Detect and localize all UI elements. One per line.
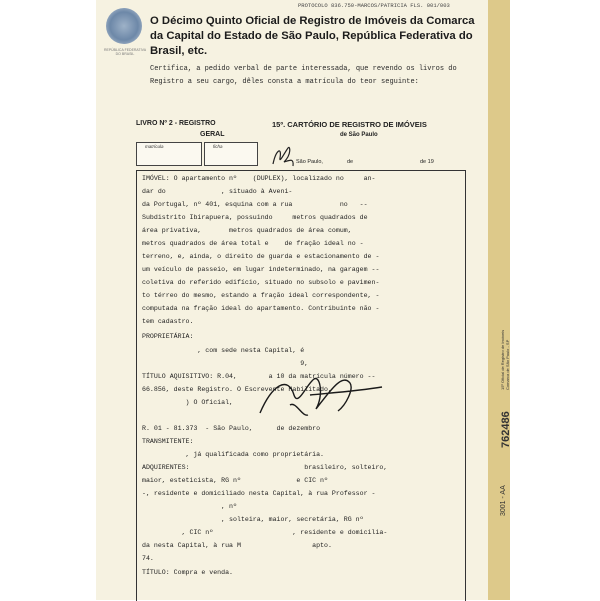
text-line: metros quadrados de área total e de fração ideal no -	[142, 240, 364, 247]
text-line: da nesta Capital, à rua M apto.	[142, 542, 332, 549]
text-line: dar do , situado à Aveni-	[142, 188, 293, 195]
text-line: 9,	[142, 360, 309, 367]
text-line: ) O Oficial,	[142, 399, 234, 406]
initials-signature	[270, 142, 296, 170]
text-line: to térreo do mesmo, estando a fração ideal correspondente, -	[142, 292, 380, 299]
text-line: maior, esteticista, RG nº e CIC nº	[142, 477, 328, 484]
text-line: tem cadastro.	[142, 318, 194, 325]
ficha-box	[204, 142, 258, 166]
document-title: O Décimo Quinto Oficial de Registro de Imóveis da Comarca da Capital do Estado de São Paulo, República Federativa do Brasil, etc.	[150, 15, 475, 57]
handwritten-signature	[250, 365, 390, 425]
side-registry-text: 15º Oficial de Registro de Imóveis Comarca de São Paulo - SP	[500, 329, 510, 390]
text-line: coletiva do referido edifício, situado no subsolo e pavimen-	[142, 279, 380, 286]
matricula-label: matrícula	[145, 144, 164, 149]
text-line: 74.	[142, 555, 154, 562]
side-number: 762486	[500, 411, 512, 448]
date-de: de	[347, 159, 354, 165]
section-heading: TÍTULO: Compra e venda.	[142, 569, 234, 576]
text-line: um veículo de passeio, em lugar indeterminado, na garagem --	[142, 266, 380, 273]
text-line: , com sede nesta Capital, é	[142, 347, 305, 354]
text-line: terreno, e, ainda, o direito de guarda e estacionamento de -	[142, 253, 380, 260]
text-line: , solteira, maior, secretária, RG nº	[142, 516, 364, 523]
date-city: São Paulo,	[296, 159, 323, 165]
side-stub	[498, 320, 518, 600]
text-line: -, residente e domiciliado nesta Capital, à rua Professor -	[142, 490, 376, 497]
text-line: , CIC nº , residente e domicilia-	[142, 529, 388, 536]
text-line: área privativa, metros quadrados de área comum,	[142, 227, 352, 234]
text-line: da Portugal, nº 401, esquina com a rua no --	[142, 201, 368, 208]
certificate-statement: Certifica, a pedido verbal de parte interessada, que revendo os livros do Registro a seu cargo, dêles consta a matrícula do teor seguinte:	[150, 65, 457, 86]
text-line: , nº	[142, 503, 237, 510]
ficha-label: ficha	[213, 144, 223, 149]
section-heading: TRANSMITENTE:	[142, 438, 194, 445]
side-code: 3001 - AA	[500, 485, 507, 516]
text-line: 66.856, deste Registro. O Escrevente Habilitado,	[142, 386, 332, 393]
livro-label: LIVRO Nº 2 - REGISTRO	[136, 120, 216, 127]
coat-of-arms-seal	[106, 8, 142, 44]
text-line: IMÓVEL: O apartamento nº (DUPLEX), localizado no an-	[142, 175, 376, 182]
section-heading: PROPRIETÁRIA:	[142, 333, 194, 340]
text-line: R. 01 - 81.373 - São Paulo, de dezembro	[142, 425, 321, 432]
text-line: computada na fração ideal do apartamento. Contribuinte não -	[142, 305, 380, 312]
seal-caption: REPÚBLICA FEDERATIVA DO BRASIL	[103, 48, 147, 56]
text-line: , já qualificada como proprietária.	[142, 451, 325, 458]
cartorio-city: de São Paulo	[340, 132, 378, 138]
text-line: ADQUIRENTES: brasileiro, solteiro,	[142, 464, 388, 471]
date-year: de 19	[420, 159, 434, 165]
livro-geral-label: GERAL	[200, 131, 225, 138]
text-line: Subdistrito Ibirapuera, possuindo metros quadrados de	[142, 214, 368, 221]
matricula-box	[136, 142, 202, 166]
text-line: TÍTULO AQUISITIVO: R.04, a 10 da matrícula número --	[142, 373, 376, 380]
cartorio-title: 15º. CARTÓRIO DE REGISTRO DE IMÓVEIS	[272, 120, 427, 129]
protocol-number: PROTOCOLO 836.750-MARCOS/PATRICIA FLS. 001/003	[298, 2, 450, 9]
